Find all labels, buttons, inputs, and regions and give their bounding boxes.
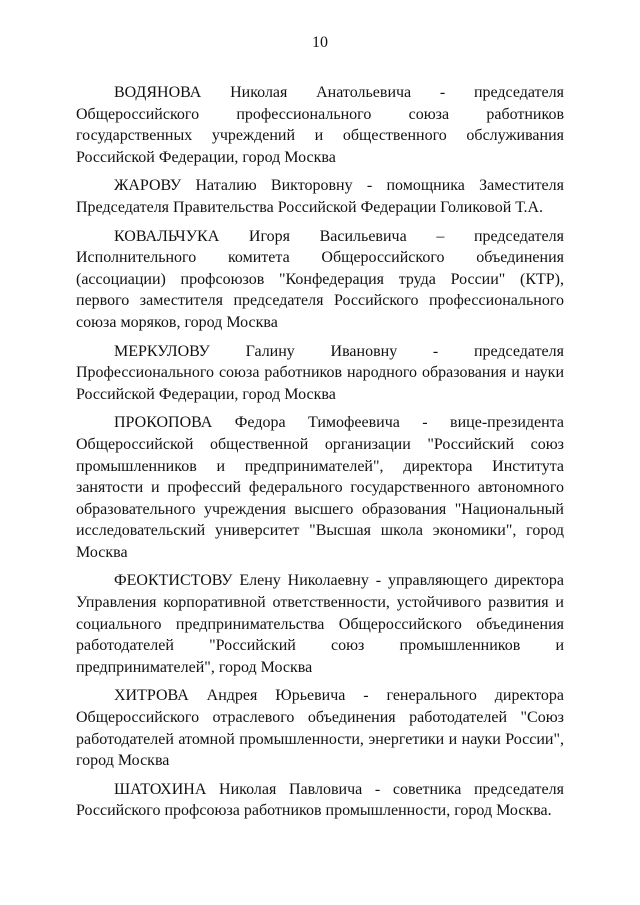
entry-prokopov: ПРОКОПОВА Федора Тимофеевича - вице-президента Общероссийской общественной организации "Российский союз промышленников и предпринимателей", директора Института занятости и профессий федерального государственного автономного образовательного учреждения высшего образования "Национальный исследовательский университет "Высшая школа экономики", город Москва xyxy=(76,414,564,561)
entry-kovalchuk: КОВАЛЬЧУКА Игоря Васильевича – председателя Исполнительного комитета Общероссийского объединения (ассоциации) профсоюзов "Конфедерация труда России" (КТР), первого заместителя председателя Российского профессионального союза моряков, город Москва xyxy=(76,227,564,331)
entry-merkulova: МЕРКУЛОВУ Галину Ивановну - председателя Профессионального союза работников народного образования и науки Российской Федерации, город Москва xyxy=(76,342,564,403)
entry-shatokhin: ШАТОХИНА Николая Павловича - советника председателя Российского профсоюза работников промышленности, город Москва. xyxy=(76,780,564,820)
document-body xyxy=(76,82,564,829)
entry-khitrov: ХИТРОВА Андрея Юрьевича - генерального директора Общероссийского отраслевого объединения работодателей "Союз работодателей атомной промышленности, энергетики и науки России", город Москва xyxy=(76,687,564,770)
entry-feoktistova: ФЕОКТИСТОВУ Елену Николаевну - управляющего директора Управления корпоративной ответственности, устойчивого развития и социального предпринимательства Общероссийского объединения работодателей "Российский союз промышленников и предпринимателей", город Москва xyxy=(76,572,564,676)
page-number: 10 xyxy=(312,34,328,51)
entry-vodyanov: ВОДЯНОВА Николая Анатольевича - председателя Общероссийского профессионального союза работников государственных учреждений и общественного обслуживания Российской Федерации, город Москва xyxy=(76,84,564,166)
entry-zharova: ЖАРОВУ Наталию Викторовну - помощника Заместителя Председателя Правительства Российской Федерации Голиковой Т.А. xyxy=(76,177,564,216)
